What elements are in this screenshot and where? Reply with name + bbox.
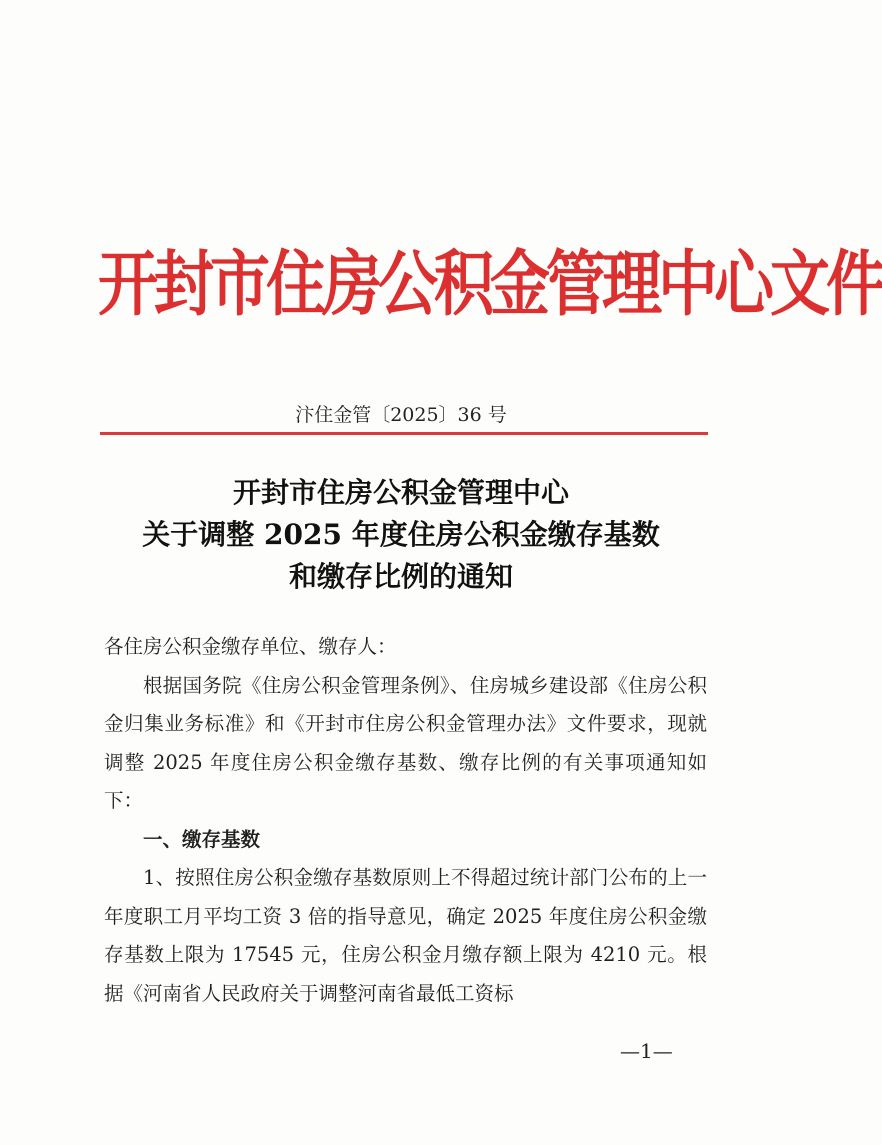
salutation: 各住房公积金缴存单位、缴存人： <box>104 635 397 658</box>
page-number: —1— <box>620 1039 673 1063</box>
title-line-1: 开封市住房公积金管理中心 <box>232 476 569 509</box>
section1-paragraph: 1、按照住房公积金缴存基数原则上不得超过统计部门公布的上一年度职工月平均工资 3 倍的指导意见，确定 2025 年度住房公积金缴存基数上限为 17545 元，住房公积金月缴存额上限为 4210 元。根据《河南省人民政府关于调整河南省最低工资标 <box>104 866 707 1005</box>
masthead-title: 开封市住房公积金管理中心文件 <box>98 243 882 327</box>
notice-body <box>104 628 707 1013</box>
notice-title <box>0 472 802 598</box>
section-heading-contribution-base: 一、缴存基数 <box>143 827 261 851</box>
red-separator-line <box>100 432 708 435</box>
intro-paragraph: 根据国务院《住房公积金管理条例》、住房城乡建设部《住房公积金归集业务标准》和《开封市住房公积金管理办法》文件要求，现就调整 2025 年度住房公积金缴存基数、缴存比例的有关事项通知如下： <box>104 673 707 812</box>
title-line-3: 和缴存比例的通知 <box>288 560 513 593</box>
document-number: 汴住金管〔2025〕36 号 <box>295 404 507 426</box>
title-line-2: 关于调整 2025 年度住房公积金缴存基数 <box>142 518 660 551</box>
